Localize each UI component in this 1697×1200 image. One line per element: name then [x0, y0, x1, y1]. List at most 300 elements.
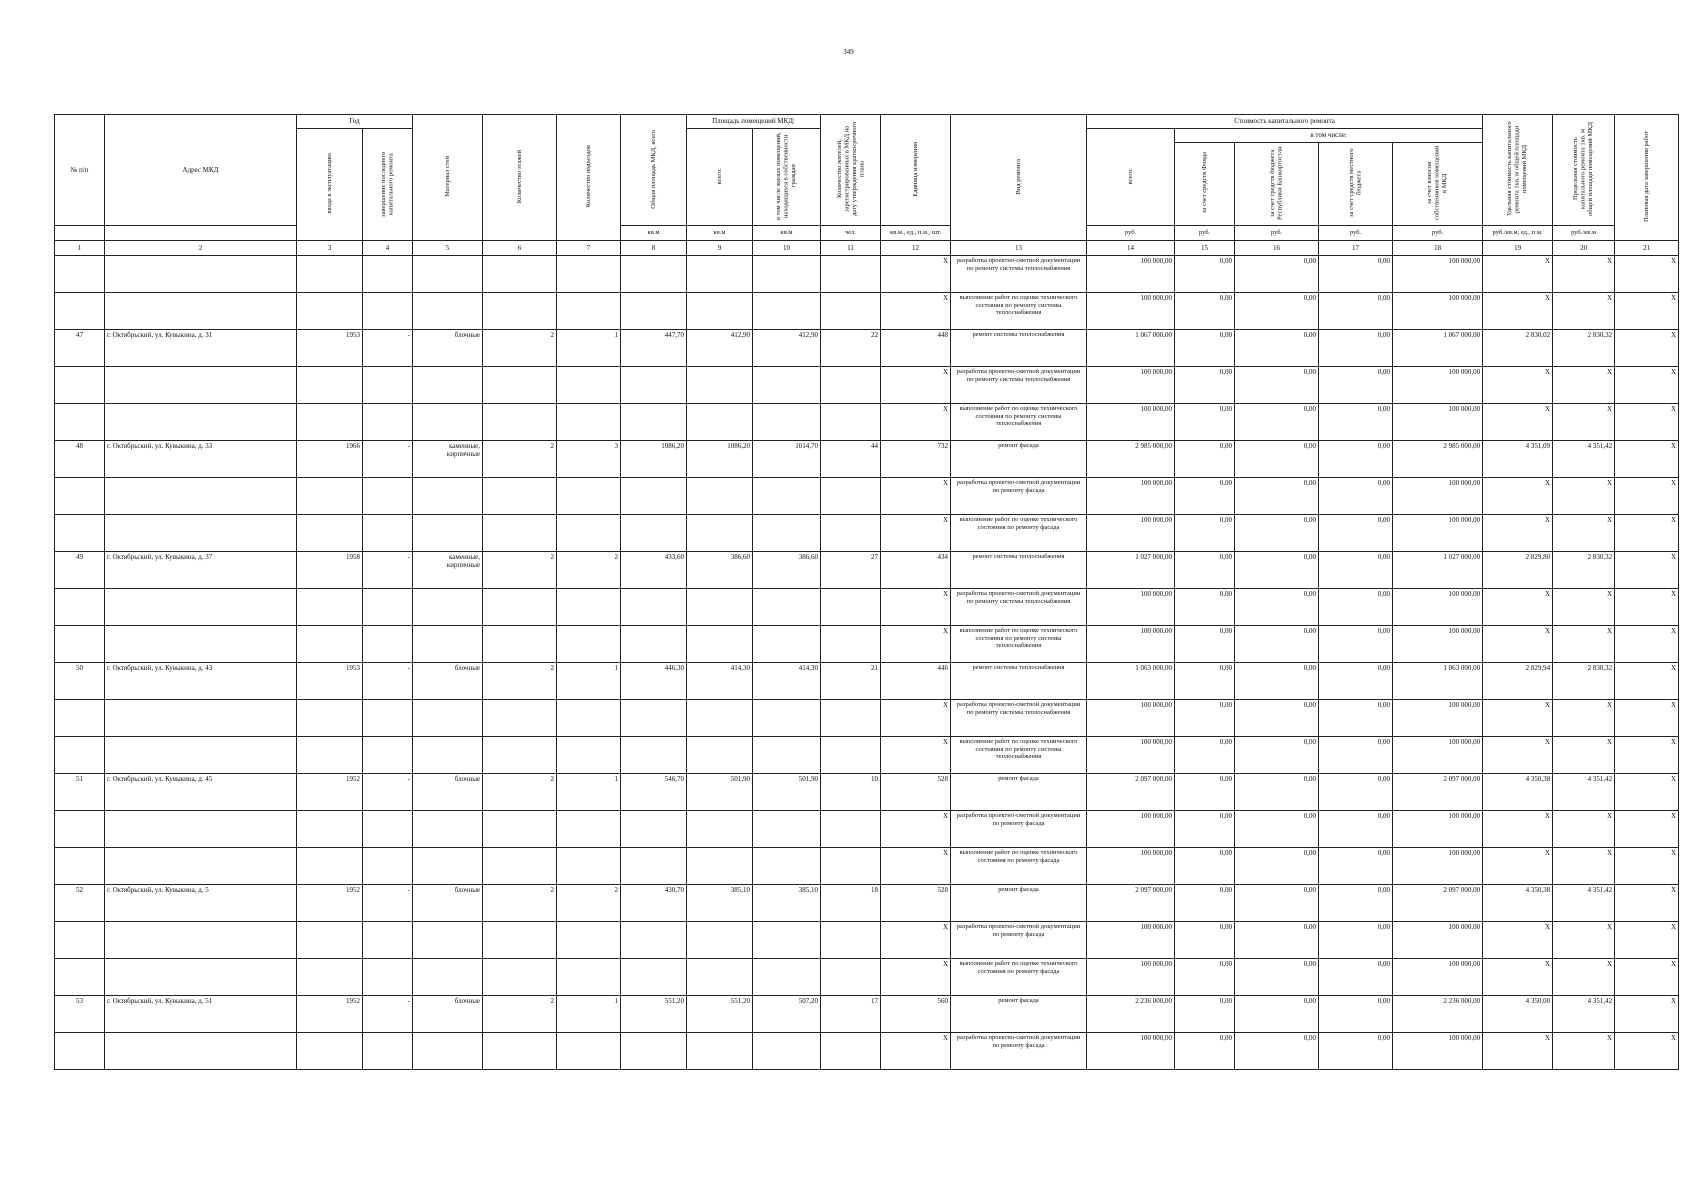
cell-num: [55, 811, 105, 848]
cell-entrances: 1: [557, 330, 621, 367]
cell-cost-total: 100 000,00: [1087, 922, 1175, 959]
cell-year-repair: -: [363, 552, 413, 589]
cell-owners: 100 000,00: [1393, 626, 1483, 663]
cell-address: [105, 256, 297, 293]
cell-num: [55, 848, 105, 885]
cell-entrances: [557, 478, 621, 515]
cell-floors: [483, 589, 557, 626]
cell-year-built: [297, 700, 363, 737]
cell-floors: 2: [483, 774, 557, 811]
cell-kind: разработка проектно-сметной документации по ремонту системы теплоснабжения: [951, 367, 1087, 404]
cell-max-cost: 2 830,32: [1553, 330, 1615, 367]
cell-year-repair: [363, 293, 413, 330]
cell-kind: разработка проектно-сметной документации по ремонту системы теплоснабжения: [951, 256, 1087, 293]
cell-entrances: [557, 367, 621, 404]
cell-area-res: [753, 293, 821, 330]
cell-fund: 0,00: [1175, 922, 1235, 959]
table-row: [55, 330, 1679, 367]
cell-wall: [413, 515, 483, 552]
cell-area-all: [687, 293, 753, 330]
cell-cost-total: 2 097 000,00: [1087, 774, 1175, 811]
cell-residents: [821, 1033, 881, 1070]
cell-num: [55, 922, 105, 959]
header-floors: Количество этажей: [483, 115, 557, 241]
cell-floors: 2: [483, 552, 557, 589]
table-row: [55, 404, 1679, 441]
cell-republic: 0,00: [1235, 404, 1319, 441]
column-number: 14: [1087, 241, 1175, 256]
cell-local: 0,00: [1319, 663, 1393, 700]
cell-max-cost: X: [1553, 700, 1615, 737]
cell-area-res: [753, 404, 821, 441]
cell-area-all: 385,10: [687, 885, 753, 922]
cell-plan-date: X: [1615, 404, 1679, 441]
column-number: 19: [1483, 241, 1553, 256]
cell-kind: выполнение работ по оценке технического состояния по ремонту системы теплоснабжения: [951, 293, 1087, 330]
cell-address: г. Октябрьский, ул. Кувыкина, д. 37: [105, 552, 297, 589]
cell-kind: разработка проектно-сметной документации по ремонту системы теплоснабжения: [951, 589, 1087, 626]
cell-year-built: 1966: [297, 441, 363, 478]
cell-plan-date: X: [1615, 293, 1679, 330]
column-number: 1: [55, 241, 105, 256]
cell-entrances: [557, 700, 621, 737]
cell-unit-cost: X: [1483, 256, 1553, 293]
cell-total-area: [621, 256, 687, 293]
cell-plan-date: X: [1615, 774, 1679, 811]
cell-residents: [821, 922, 881, 959]
cell-unit-cost: X: [1483, 737, 1553, 774]
cell-wall: [413, 589, 483, 626]
unit-cell: руб./кв.м, ед., п.м.: [1483, 226, 1553, 241]
cell-owners: 100 000,00: [1393, 293, 1483, 330]
header-cost-fund: за счет средств Фонда: [1175, 143, 1235, 226]
column-number: 21: [1615, 241, 1679, 256]
cell-residents: 17: [821, 996, 881, 1033]
cell-plan-date: X: [1615, 996, 1679, 1033]
cell-area-all: [687, 478, 753, 515]
cell-plan-date: X: [1615, 811, 1679, 848]
cell-owners: 100 000,00: [1393, 737, 1483, 774]
cell-fund: 0,00: [1175, 330, 1235, 367]
cell-area-all: [687, 700, 753, 737]
cell-max-cost: X: [1553, 367, 1615, 404]
cell-cost-total: 100 000,00: [1087, 959, 1175, 996]
cell-residents: 44: [821, 441, 881, 478]
cell-cost-total: 100 000,00: [1087, 1033, 1175, 1070]
cell-total-area: [621, 700, 687, 737]
cell-year-repair: [363, 1033, 413, 1070]
cell-total-area: [621, 367, 687, 404]
cell-republic: 0,00: [1235, 626, 1319, 663]
cell-entrances: [557, 1033, 621, 1070]
cell-total-area: [621, 626, 687, 663]
cell-cost-total: 100 000,00: [1087, 515, 1175, 552]
cell-year-repair: [363, 515, 413, 552]
cell-area-res: [753, 515, 821, 552]
cell-residents: 27: [821, 552, 881, 589]
cell-entrances: [557, 404, 621, 441]
header-residents: Количество жителей, зарегистрированных в МКД на дату утверждения краткосрочного плана: [821, 115, 881, 226]
cell-num: [55, 1033, 105, 1070]
cell-kind: выполнение работ по оценке технического состояния по ремонту системы теплоснабжения: [951, 626, 1087, 663]
cell-area-all: 501,90: [687, 774, 753, 811]
table-row: [55, 700, 1679, 737]
cell-kind: выполнение работ по оценке технического состояния по ремонту системы теплоснабжения: [951, 737, 1087, 774]
cell-area-res: 414,30: [753, 663, 821, 700]
cell-floors: 2: [483, 441, 557, 478]
cell-max-cost: X: [1553, 848, 1615, 885]
column-number: 8: [621, 241, 687, 256]
cell-year-built: [297, 293, 363, 330]
cell-num: [55, 959, 105, 996]
cell-entrances: [557, 256, 621, 293]
cell-plan-date: X: [1615, 589, 1679, 626]
cell-unit-cost: 2 830,02: [1483, 330, 1553, 367]
cell-area-res: 1014,70: [753, 441, 821, 478]
cell-plan-date: X: [1615, 478, 1679, 515]
column-number: 17: [1319, 241, 1393, 256]
cell-total-area: [621, 959, 687, 996]
cell-plan-date: X: [1615, 330, 1679, 367]
table-row: [55, 811, 1679, 848]
cell-unit: 528: [881, 885, 951, 922]
cell-plan-date: X: [1615, 885, 1679, 922]
cell-unit-cost: 4 350,00: [1483, 996, 1553, 1033]
cell-unit-cost: 2 829,80: [1483, 552, 1553, 589]
cell-unit: X: [881, 848, 951, 885]
table-row: [55, 626, 1679, 663]
cell-owners: 100 000,00: [1393, 589, 1483, 626]
cell-num: [55, 737, 105, 774]
cell-owners: 100 000,00: [1393, 959, 1483, 996]
header-group-cost: Стоимость капитального ремонта: [1087, 115, 1483, 129]
column-number: 6: [483, 241, 557, 256]
cell-kind: выполнение работ по оценке технического состояния по ремонту системы теплоснабжения: [951, 404, 1087, 441]
cell-area-res: [753, 959, 821, 996]
cell-num: [55, 515, 105, 552]
cell-year-built: [297, 737, 363, 774]
cell-unit-cost: X: [1483, 367, 1553, 404]
cell-kind: ремонт системы теплоснабжения: [951, 663, 1087, 700]
table-row: [55, 1033, 1679, 1070]
cell-unit: X: [881, 589, 951, 626]
column-number: 18: [1393, 241, 1483, 256]
cell-year-built: [297, 959, 363, 996]
cell-entrances: [557, 959, 621, 996]
cell-num: 53: [55, 996, 105, 1033]
cell-area-all: [687, 404, 753, 441]
cell-owners: 100 000,00: [1393, 478, 1483, 515]
column-number: 15: [1175, 241, 1235, 256]
cell-unit: X: [881, 922, 951, 959]
cell-owners: 2 097 000,00: [1393, 885, 1483, 922]
header-cost-local: за счет средств местного бюджета: [1319, 143, 1393, 226]
cell-fund: 0,00: [1175, 552, 1235, 589]
cell-plan-date: X: [1615, 922, 1679, 959]
cell-entrances: [557, 848, 621, 885]
cell-num: [55, 478, 105, 515]
cell-num: 52: [55, 885, 105, 922]
cell-entrances: 3: [557, 441, 621, 478]
cell-republic: 0,00: [1235, 367, 1319, 404]
cell-address: [105, 1033, 297, 1070]
cell-fund: 0,00: [1175, 885, 1235, 922]
cell-area-res: 385,10: [753, 885, 821, 922]
cell-year-repair: -: [363, 996, 413, 1033]
cell-kind: выполнение работ по оценке технического состояния по ремонту фасада: [951, 515, 1087, 552]
cell-unit-cost: X: [1483, 959, 1553, 996]
cell-address: г. Октябрьский, ул. Кувыкина, д. 45: [105, 774, 297, 811]
cell-num: 51: [55, 774, 105, 811]
cell-year-built: 1952: [297, 885, 363, 922]
cell-owners: 2 097 000,00: [1393, 774, 1483, 811]
header-cost-republic: за счет средств бюджета Республики Башкортостан: [1235, 143, 1319, 226]
cell-area-res: 507,20: [753, 996, 821, 1033]
cell-wall: [413, 959, 483, 996]
cell-area-all: [687, 959, 753, 996]
units-spacer-num: [55, 226, 105, 241]
table-row: [55, 737, 1679, 774]
cell-local: 0,00: [1319, 515, 1393, 552]
cell-republic: 0,00: [1235, 478, 1319, 515]
cell-residents: 10: [821, 774, 881, 811]
column-number: 2: [105, 241, 297, 256]
cell-unit: X: [881, 367, 951, 404]
cell-year-built: [297, 256, 363, 293]
cell-address: г. Октябрьский, ул. Кувыкина, д. 31: [105, 330, 297, 367]
cell-local: 0,00: [1319, 404, 1393, 441]
cell-plan-date: X: [1615, 552, 1679, 589]
cell-kind: ремонт фасада: [951, 441, 1087, 478]
cell-kind: ремонт фасада: [951, 885, 1087, 922]
cell-cost-total: 100 000,00: [1087, 589, 1175, 626]
cell-area-res: 386,60: [753, 552, 821, 589]
cell-year-built: 1953: [297, 330, 363, 367]
cell-republic: 0,00: [1235, 589, 1319, 626]
cell-unit-cost: X: [1483, 848, 1553, 885]
cell-floors: [483, 811, 557, 848]
cell-entrances: [557, 515, 621, 552]
cell-republic: 0,00: [1235, 737, 1319, 774]
cell-address: [105, 737, 297, 774]
cell-area-res: [753, 367, 821, 404]
cell-year-repair: -: [363, 885, 413, 922]
cell-owners: 2 236 000,00: [1393, 996, 1483, 1033]
cell-entrances: 1: [557, 774, 621, 811]
table-row: [55, 441, 1679, 478]
cell-wall: блочные: [413, 774, 483, 811]
cell-unit-cost: X: [1483, 404, 1553, 441]
table-row: [55, 293, 1679, 330]
column-number: 9: [687, 241, 753, 256]
cell-area-all: [687, 811, 753, 848]
cell-max-cost: 4 351,42: [1553, 996, 1615, 1033]
cell-residents: 18: [821, 885, 881, 922]
cell-kind: ремонт системы теплоснабжения: [951, 552, 1087, 589]
cell-local: 0,00: [1319, 552, 1393, 589]
cell-cost-total: 1 063 000,00: [1087, 663, 1175, 700]
cell-total-area: [621, 515, 687, 552]
cell-address: [105, 404, 297, 441]
cell-wall: [413, 848, 483, 885]
table-row: [55, 663, 1679, 700]
cell-year-repair: [363, 367, 413, 404]
cell-owners: 100 000,00: [1393, 404, 1483, 441]
page-number: 349: [843, 48, 854, 56]
cell-plan-date: X: [1615, 663, 1679, 700]
cell-year-repair: [363, 700, 413, 737]
cell-cost-total: 2 097 000,00: [1087, 885, 1175, 922]
cell-local: 0,00: [1319, 996, 1393, 1033]
unit-cell: чел.: [821, 226, 881, 241]
cell-area-res: [753, 700, 821, 737]
cell-unit: 434: [881, 552, 951, 589]
cell-kind: разработка проектно-сметной документации по ремонту фасада: [951, 1033, 1087, 1070]
cell-cost-total: 100 000,00: [1087, 293, 1175, 330]
cell-floors: [483, 1033, 557, 1070]
cell-local: 0,00: [1319, 700, 1393, 737]
cell-year-built: [297, 404, 363, 441]
cell-wall: [413, 626, 483, 663]
cell-area-all: 1086,20: [687, 441, 753, 478]
cell-unit: X: [881, 811, 951, 848]
cell-address: [105, 700, 297, 737]
cell-max-cost: 4 351,42: [1553, 774, 1615, 811]
cell-year-built: [297, 811, 363, 848]
header-max-cost: Предельная стоимость капитального ремонта 1кв. м общей площади помещений МКД: [1553, 115, 1615, 226]
cell-max-cost: 4 351,42: [1553, 441, 1615, 478]
cell-wall: [413, 811, 483, 848]
cell-total-area: 433,60: [621, 552, 687, 589]
cell-local: 0,00: [1319, 256, 1393, 293]
cell-year-repair: -: [363, 330, 413, 367]
cell-address: [105, 478, 297, 515]
table-row: [55, 589, 1679, 626]
column-number: 4: [363, 241, 413, 256]
cell-year-built: 1953: [297, 663, 363, 700]
cell-unit: 448: [881, 330, 951, 367]
column-number: 20: [1553, 241, 1615, 256]
cell-year-built: [297, 589, 363, 626]
cell-residents: [821, 700, 881, 737]
cell-year-built: 1952: [297, 996, 363, 1033]
cell-plan-date: X: [1615, 1033, 1679, 1070]
cell-max-cost: X: [1553, 737, 1615, 774]
cell-num: 49: [55, 552, 105, 589]
cell-local: 0,00: [1319, 737, 1393, 774]
cell-total-area: [621, 922, 687, 959]
cell-plan-date: X: [1615, 626, 1679, 663]
cell-wall: [413, 737, 483, 774]
cell-fund: 0,00: [1175, 774, 1235, 811]
cell-year-built: [297, 626, 363, 663]
header-group-year: Год: [297, 115, 413, 129]
cell-num: [55, 626, 105, 663]
header-area-residential: в том числе жилых помещений, находящихся в собственности граждан: [753, 129, 821, 226]
cell-local: 0,00: [1319, 330, 1393, 367]
cell-area-all: [687, 367, 753, 404]
cell-local: 0,00: [1319, 367, 1393, 404]
cell-residents: [821, 404, 881, 441]
cell-residents: [821, 478, 881, 515]
cell-republic: 0,00: [1235, 811, 1319, 848]
table-row: [55, 922, 1679, 959]
table-row: [55, 959, 1679, 996]
cell-republic: 0,00: [1235, 1033, 1319, 1070]
cell-local: 0,00: [1319, 885, 1393, 922]
cell-unit: X: [881, 293, 951, 330]
cell-owners: 100 000,00: [1393, 1033, 1483, 1070]
cell-floors: [483, 293, 557, 330]
cell-unit-cost: X: [1483, 515, 1553, 552]
cell-fund: 0,00: [1175, 404, 1235, 441]
cell-area-res: 412,90: [753, 330, 821, 367]
cell-area-all: [687, 589, 753, 626]
cell-area-res: [753, 922, 821, 959]
repair-plan-sheet: [54, 114, 1678, 1070]
cell-unit-cost: 4 351,09: [1483, 441, 1553, 478]
cell-unit-cost: X: [1483, 293, 1553, 330]
cell-year-repair: [363, 404, 413, 441]
cell-fund: 0,00: [1175, 256, 1235, 293]
cell-cost-total: 100 000,00: [1087, 404, 1175, 441]
cell-local: 0,00: [1319, 293, 1393, 330]
table-row: [55, 515, 1679, 552]
cell-year-built: 1958: [297, 552, 363, 589]
cell-area-res: [753, 256, 821, 293]
cell-republic: 0,00: [1235, 552, 1319, 589]
cell-wall: [413, 404, 483, 441]
cell-fund: 0,00: [1175, 589, 1235, 626]
cell-address: [105, 811, 297, 848]
cell-unit-cost: X: [1483, 626, 1553, 663]
table-row: [55, 478, 1679, 515]
cell-cost-total: 100 000,00: [1087, 848, 1175, 885]
cell-kind: ремонт фасада: [951, 996, 1087, 1033]
cell-local: 0,00: [1319, 922, 1393, 959]
cell-total-area: [621, 589, 687, 626]
header-group-area: Площадь помещений МКД:: [687, 115, 821, 129]
cell-entrances: [557, 626, 621, 663]
repair-plan-table: [54, 114, 1679, 1070]
cell-unit-cost: 2 829,94: [1483, 663, 1553, 700]
cell-entrances: [557, 293, 621, 330]
cell-fund: 0,00: [1175, 996, 1235, 1033]
cell-plan-date: X: [1615, 737, 1679, 774]
cell-wall: [413, 1033, 483, 1070]
cell-republic: 0,00: [1235, 774, 1319, 811]
cell-floors: 2: [483, 330, 557, 367]
cell-address: г. Октябрьский, ул. Кувыкина, д. 33: [105, 441, 297, 478]
cell-kind: ремонт фасада: [951, 774, 1087, 811]
header-unit: Единица измерения: [881, 115, 951, 226]
cell-unit: X: [881, 478, 951, 515]
column-number: 5: [413, 241, 483, 256]
cell-residents: [821, 256, 881, 293]
cell-year-repair: -: [363, 663, 413, 700]
cell-plan-date: X: [1615, 441, 1679, 478]
column-number: 16: [1235, 241, 1319, 256]
cell-cost-total: 1 067 000,00: [1087, 330, 1175, 367]
cell-republic: 0,00: [1235, 848, 1319, 885]
cell-entrances: [557, 811, 621, 848]
cell-entrances: [557, 922, 621, 959]
cell-cost-total: 2 236 000,00: [1087, 996, 1175, 1033]
column-number: 12: [881, 241, 951, 256]
cell-num: [55, 404, 105, 441]
cell-local: 0,00: [1319, 1033, 1393, 1070]
cell-cost-total: 100 000,00: [1087, 737, 1175, 774]
